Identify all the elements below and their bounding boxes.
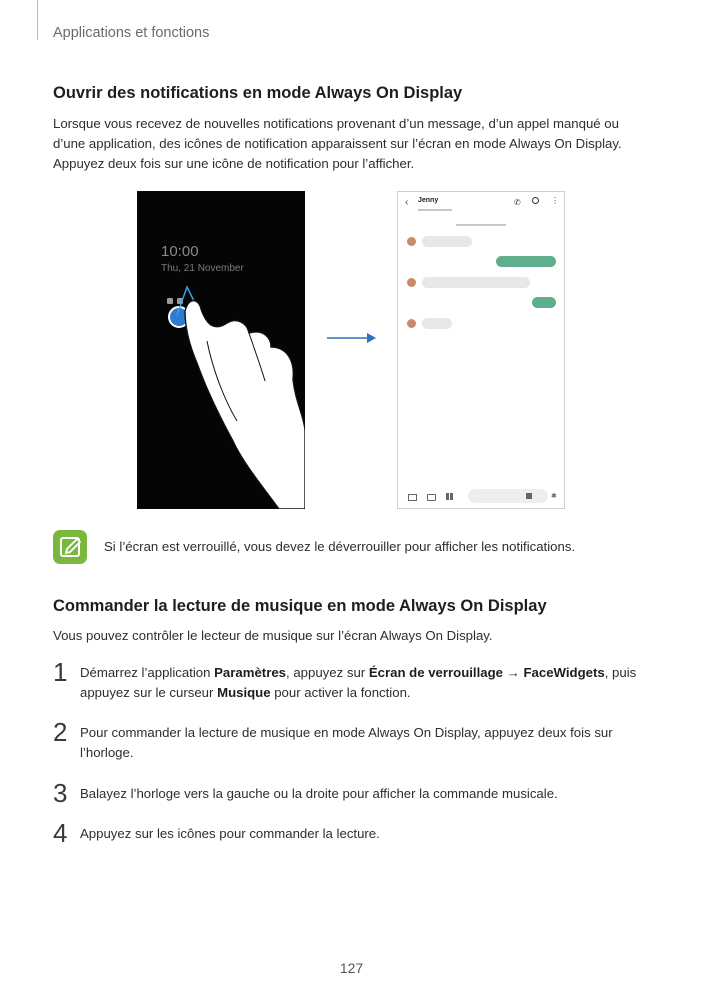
section-title-music: Commander la lecture de musique en mode Always On Display: [53, 597, 547, 615]
avatar: [407, 278, 416, 287]
chat-contact-name: Jenny: [418, 197, 439, 204]
chat-screen-illustration: [397, 191, 565, 509]
step-number: 4: [53, 818, 68, 848]
section-header: Applications et fonctions: [53, 25, 210, 41]
camera-icon: [427, 494, 436, 501]
paragraph-line: Appuyez deux fois sur une icône de notification pour l’afficher.: [53, 156, 415, 171]
step-text: [80, 663, 640, 703]
aod-date: Thu, 21 November: [161, 263, 244, 274]
text-run: , appuyez sur: [286, 665, 369, 680]
outgoing-bubble: [496, 256, 556, 267]
incoming-bubble: [422, 236, 472, 247]
arrow-text: →: [502, 665, 524, 680]
aod-time: 10:00: [161, 243, 199, 260]
step-number: 2: [53, 717, 68, 747]
subtitle-line: [418, 209, 452, 211]
text-run: pour activer la fonction.: [270, 685, 411, 700]
paragraph-line: Lorsque vous recevez de nouvelles notifications provenant d’un message, d’un appel manqué ou: [53, 116, 619, 131]
step-text: Balayez l’horloge vers la gauche ou la droite pour afficher la commande musicale.: [80, 786, 558, 801]
music-paragraph: Vous pouvez contrôler le lecteur de musique sur l’écran Always On Display.: [53, 628, 493, 643]
step-text: Pour commander la lecture de musique en mode Always On Display, appuyez deux fois sur l’horloge.: [80, 725, 613, 760]
text-run: Démarrez l’application: [80, 665, 215, 680]
message-input: [468, 489, 548, 503]
section-title-notifications: Ouvrir des notifications en mode Always On Display: [53, 84, 463, 102]
image-icon: [408, 494, 417, 501]
tapping-hand-icon: [137, 191, 305, 509]
voice-icon: ✱: [551, 493, 557, 500]
pencil-icon: [53, 530, 87, 564]
corner-rule: [37, 0, 38, 40]
date-divider: [456, 224, 506, 226]
search-icon: [532, 197, 539, 204]
note-icon: [53, 530, 87, 564]
menu-name: Musique: [217, 685, 271, 700]
sticker-icon: [526, 493, 532, 499]
page-number: 127: [339, 960, 364, 976]
more-icon: ⋮: [551, 196, 559, 205]
notifications-paragraph: [53, 114, 643, 174]
phone-icon: ✆: [514, 198, 521, 207]
paragraph-line: d’une application, des icônes de notification apparaissent sur l’écran en mode Always On Display.: [53, 136, 622, 151]
menu-name: FaceWidgets: [523, 665, 605, 680]
incoming-bubble: [422, 277, 530, 288]
step-number: 1: [53, 657, 68, 687]
back-icon: ‹: [405, 197, 409, 208]
menu-name: Paramètres: [214, 665, 286, 680]
step-number: 3: [53, 778, 68, 808]
outgoing-bubble: [532, 297, 556, 308]
step-text: Appuyez sur les icônes pour commander la lecture.: [80, 826, 380, 841]
text-run: , puis appuyez sur le curseur: [80, 665, 637, 700]
menu-name: Écran de verrouillage: [368, 665, 503, 680]
avatar: [407, 237, 416, 246]
aod-screen-illustration: [137, 191, 305, 509]
note-text: Si l’écran est verrouillé, vous devez le déverrouiller pour afficher les notifications.: [104, 539, 576, 554]
incoming-bubble: [422, 318, 452, 329]
avatar: [407, 319, 416, 328]
apps-icon: [446, 493, 453, 500]
right-arrow-icon: [327, 332, 377, 344]
